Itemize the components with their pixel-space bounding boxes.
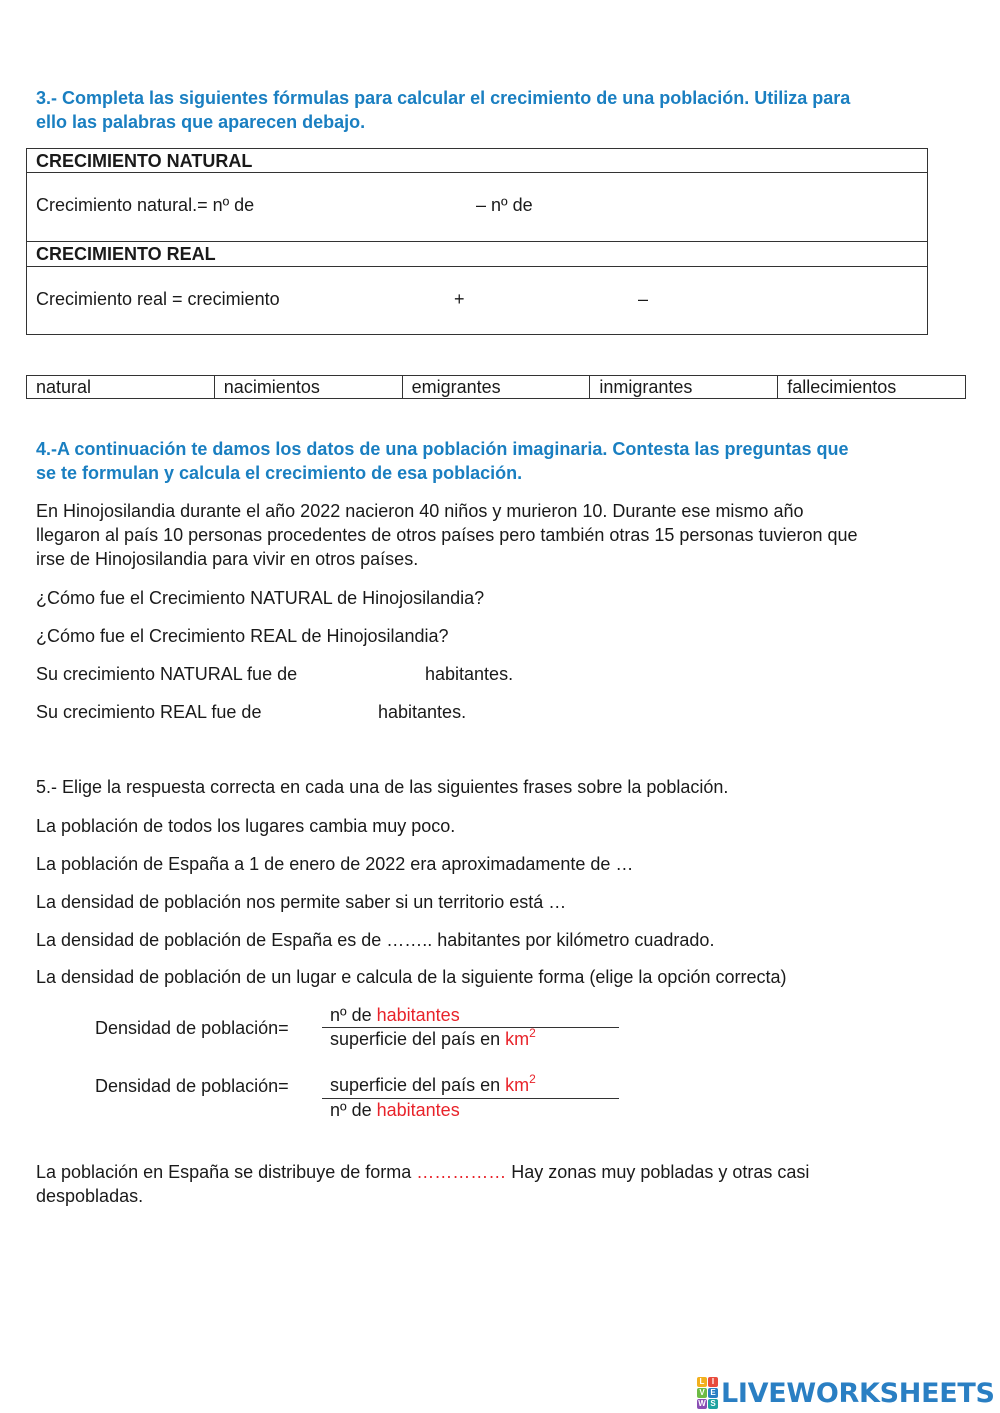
logo-text: LIVEWORKSHEETS <box>721 1377 995 1409</box>
section4-heading-line2: se te formulan y calcula el crecimiento de esa población. <box>36 463 523 483</box>
sentence-2: La población de España a 1 de enero de 2022 era aproximadamente de … <box>36 854 634 874</box>
natural-formula-part2: – nº de <box>476 195 533 215</box>
formula1-denominator <box>330 1027 536 1053</box>
formula1-surface: superficie del país en <box>330 1029 501 1049</box>
logo-mark-icon <box>697 1377 718 1409</box>
liveworksheets-logo <box>697 1378 995 1408</box>
formula2-surface: superficie del país en <box>330 1075 501 1095</box>
question-real: ¿Cómo fue el Crecimiento REAL de Hinojosilandia? <box>36 626 449 646</box>
story-paragraph <box>36 499 976 571</box>
story-line: llegaron al país 10 personas procedentes de otros países pero también otras 15 personas tuvieron que <box>36 525 858 545</box>
question-natural: ¿Cómo fue el Crecimiento NATURAL de Hinojosilandia? <box>36 588 485 608</box>
real-formula-plus: + <box>454 289 465 309</box>
last-sentence-line2: despobladas. <box>36 1186 144 1206</box>
formula1-km <box>505 1026 536 1049</box>
formula1-num-prefix: nº de <box>330 1005 372 1025</box>
sentence-3: La densidad de población nos permite saber si un territorio está … <box>36 892 567 912</box>
sentence-5: La densidad de población de un lugar e calcula de la siguiente forma (elige la opción correcta) <box>36 967 787 987</box>
last-sentence-blank: …………… <box>416 1162 507 1182</box>
section4-heading <box>36 437 966 485</box>
logo-mark-cell: L <box>697 1377 707 1387</box>
formula-table <box>26 148 928 335</box>
last-sentence-part1: La población en España se distribuye de forma <box>36 1162 412 1182</box>
formula2-habitantes: habitantes <box>376 1100 460 1120</box>
natural-formula-row <box>27 172 927 242</box>
natural-header: CRECIMIENTO NATURAL <box>36 151 253 171</box>
last-sentence-part2: Hay zonas muy pobladas y otras casi <box>511 1162 810 1182</box>
formula1-label: Densidad de población= <box>95 1018 289 1038</box>
answer-real-suffix: habitantes. <box>378 702 467 722</box>
section4-heading-line1: 4.-A continuación te damos los datos de una población imaginaria. Contesta las preguntas que <box>36 439 849 459</box>
last-sentence <box>36 1160 966 1208</box>
story-line: En Hinojosilandia durante el año 2022 nacieron 40 niños y murieron 10. Durante ese mismo año <box>36 501 804 521</box>
real-formula-minus: – <box>638 289 649 309</box>
formula2-denominator <box>330 1098 460 1122</box>
formula1-numerator <box>330 1003 460 1027</box>
real-header: CRECIMIENTO REAL <box>27 241 927 266</box>
sentence-4: La densidad de población de España es de …….. habitantes por kilómetro cuadrado. <box>36 930 715 950</box>
logo-mark-cell: I <box>708 1377 718 1387</box>
logo-mark-cell: V <box>697 1388 707 1398</box>
word-bank-item[interactable]: fallecimientos <box>787 377 897 397</box>
section5-heading: 5.- Elige la respuesta correcta en cada una de las siguientes frases sobre la población. <box>36 777 729 797</box>
formula1-km-text: km <box>505 1029 530 1049</box>
logo-mark-cell: W <box>698 1399 706 1408</box>
section3-heading-line2: ello las palabras que aparecen debajo. <box>36 112 366 132</box>
story-line: irse de Hinojosilandia para vivir en otros países. <box>36 549 419 569</box>
word-bank-item[interactable]: natural <box>27 376 215 398</box>
real-formula-part1: Crecimiento real = crecimiento <box>36 289 280 309</box>
answer-natural-suffix: habitantes. <box>425 664 514 684</box>
natural-formula-part1: Crecimiento natural.= nº de <box>36 195 255 215</box>
section3-heading-line1: 3.- Completa las siguientes fórmulas para calcular el crecimiento de una población. Utiliza para <box>36 88 851 108</box>
answer-real-prefix: Su crecimiento REAL fue de <box>36 702 262 722</box>
formula1-km-exp: 2 <box>529 1026 536 1040</box>
answer-natural-prefix: Su crecimiento NATURAL fue de <box>36 664 298 684</box>
formula2-num-prefix: nº de <box>330 1100 372 1120</box>
formula2-label: Densidad de población= <box>95 1076 289 1096</box>
logo-mark-cell: E <box>708 1388 718 1398</box>
formula2-numerator <box>330 1073 536 1099</box>
formula2-km-text: km <box>505 1075 530 1095</box>
word-bank-item[interactable]: nacimientos <box>215 376 403 398</box>
word-bank <box>26 375 966 399</box>
logo-mark-cell: S <box>708 1399 718 1409</box>
formula2-km <box>505 1072 536 1095</box>
word-bank-item[interactable]: inmigrantes <box>590 376 778 398</box>
formula2-km-exp: 2 <box>529 1072 536 1086</box>
last-sentence-line1 <box>36 1160 966 1184</box>
section3-heading <box>36 86 966 134</box>
real-formula-row <box>27 266 927 334</box>
sentence-1: La población de todos los lugares cambia muy poco. <box>36 816 456 836</box>
word-bank-item[interactable]: emigrantes <box>403 376 591 398</box>
formula1-habitantes: habitantes <box>376 1005 460 1025</box>
